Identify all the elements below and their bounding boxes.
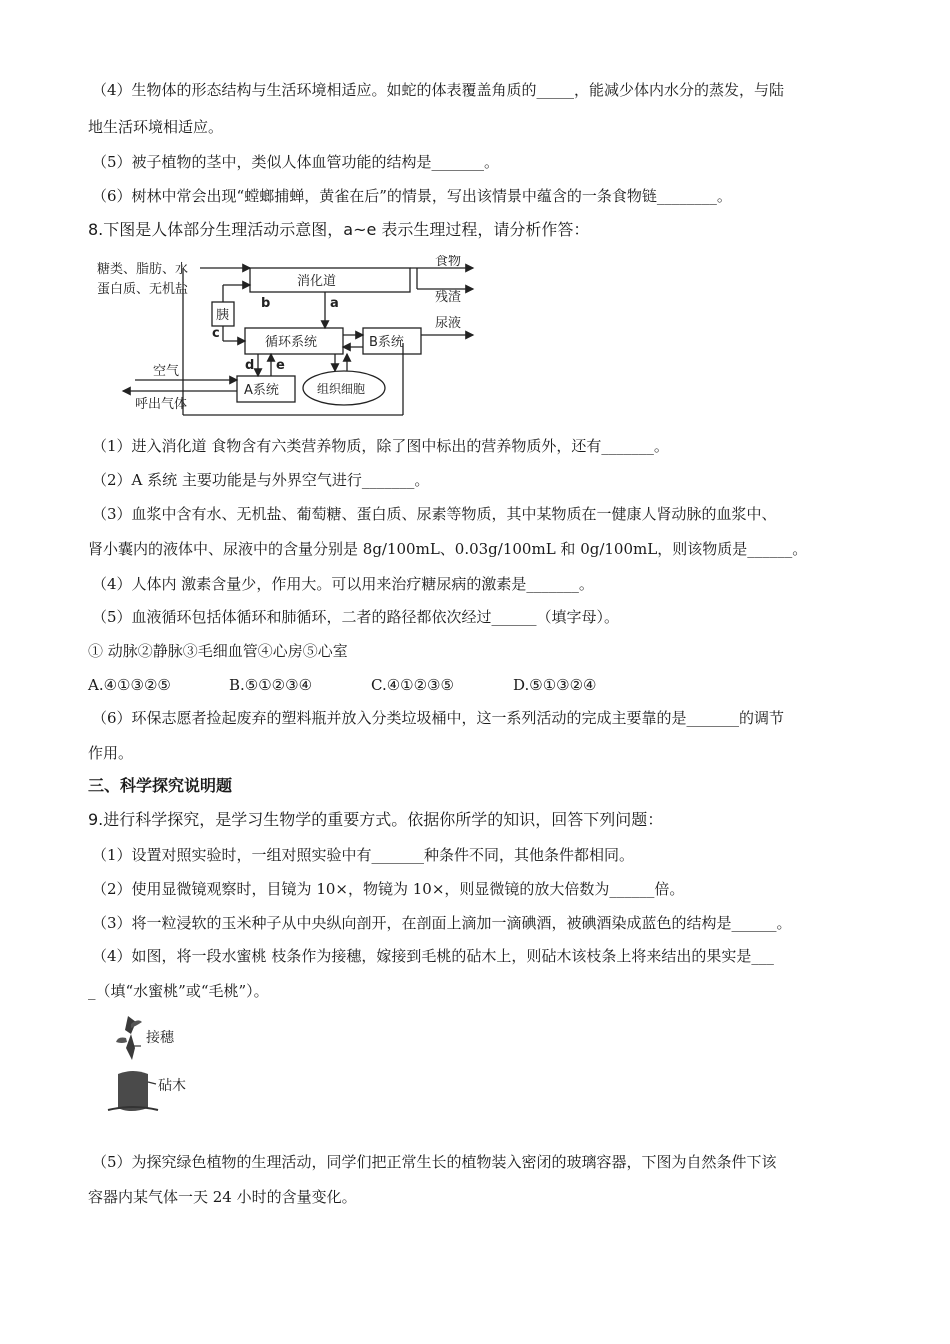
scion-label: 接穗 (146, 1030, 174, 1046)
q8-part6-line2: 作用。 (88, 744, 134, 762)
q9-part2: （2）使用显微镜观察时，目镜为 10×，物镜为 10×，则显微镜的放大倍数为______倍。 (92, 880, 685, 898)
q8-part1: （1）进入消化道 食物含有六类营养物质，除了图中标出的营养物质外，还有_______。 (92, 437, 669, 455)
q7-part5: （5）被子植物的茎中，类似人体血管功能的结构是_______。 (92, 153, 500, 171)
circulatory-label: 循环系统 (265, 335, 318, 350)
option-a: A.④①③②⑤ (88, 676, 171, 694)
q8-part3-line1: （3）血浆中含有水、无机盐、葡萄糖、蛋白质、尿素等物质，其中某物质在一健康人肾动脉的血浆中、 (92, 505, 777, 523)
option-c: C.④①②③⑤ (371, 676, 454, 694)
digestive-tract-label: 消化道 (297, 274, 337, 289)
process-label-d: d (245, 358, 255, 373)
q8-part2: （2）A 系统 主要功能是与外界空气进行_______。 (92, 471, 430, 489)
nutrients-label-1: 糖类、脂肪、水 (97, 262, 189, 277)
q8-part6-line1: （6）环保志愿者捡起废弃的塑料瓶并放入分类垃圾桶中，这一系列活动的完成主要靠的是_______的调节 (92, 709, 785, 727)
food-residue-label-2: 残渣 (435, 290, 462, 305)
q7-part4-line2: 地生活环境相适应。 (88, 118, 224, 136)
process-label-e: e (276, 358, 285, 373)
q7-part4-line1: （4）生物体的形态结构与生活环境相适应。如蛇的体表覆盖角质的_____，能减少体内水分的蒸发，与陆 (92, 81, 785, 99)
q9-part4-line1: （4）如图，将一段水蜜桃 枝条作为接穗，嫁接到毛桃的砧木上，则砧木该枝条上将来结出的果实是___ (92, 947, 774, 965)
pancreas-label: 胰 (216, 308, 230, 323)
tissue-cell-label: 组织细胞 (317, 382, 366, 396)
q9-part1: （1）设置对照实验时，一组对照实验中有_______种条件不同，其他条件都相同。 (92, 846, 635, 864)
a-system-label: A系统 (244, 383, 279, 398)
q9-part4-line2: _（填“水蜜桃”或“毛桃”）。 (88, 982, 269, 1000)
q9-stem: 9.进行科学探究，是学习生物学的重要方式。依据你所学的知识，回答下列问题： (88, 810, 664, 829)
q8-part3-line2: 肾小囊内的液体中、尿液中的含量分别是 8g/100mL、0.03g/100mL 和 0g/100mL，则该物质是______。 (88, 540, 808, 558)
q9-part5-line2: 容器内某气体一天 24 小时的含量变化。 (88, 1188, 357, 1206)
air-label: 空气 (153, 364, 180, 379)
physiology-diagram (95, 255, 485, 420)
q8-part5-items: ① 动脉②静脉③毛细血管④心房⑤心室 (88, 642, 348, 660)
b-system-label: B系统 (369, 335, 404, 350)
q9-part3: （3）将一粒浸软的玉米种子从中央纵向剖开，在剖面上滴加一滴碘酒，被碘酒染成蓝色的结构是______。 (92, 914, 792, 932)
q9-part5-line1: （5）为探究绿色植物的生理活动，同学们把正常生长的植物装入密闭的玻璃容器，下图为自然条件下该 (92, 1153, 777, 1171)
q8-stem: 8.下图是人体部分生理活动示意图，a~e 表示生理过程，请分析作答： (88, 220, 590, 239)
option-b: B.⑤①②③④ (229, 676, 313, 694)
process-label-b: b (261, 296, 271, 311)
rootstock-label: 砧木 (158, 1078, 186, 1094)
grafting-illustration (98, 1012, 208, 1114)
q8-part5: （5）血液循环包括体循环和肺循环，二者的路径都依次经过______（填字母）。 (92, 608, 620, 626)
nutrients-label-2: 蛋白质、无机盐 (97, 282, 189, 297)
option-d: D.⑤①③②④ (513, 676, 597, 694)
section-three-heading: 三、科学探究说明题 (88, 776, 233, 795)
urine-label: 尿液 (435, 316, 462, 331)
q7-part6: （6）树林中常会出现“螳螂捕蝉，黄雀在后”的情景，写出该情景中蕴含的一条食物链________。 (92, 187, 732, 205)
process-label-a: a (330, 296, 339, 311)
exhaled-gas-label: 呼出气体 (135, 397, 188, 412)
process-label-c: c (212, 326, 220, 341)
q8-part4: （4）人体内 激素含量少，作用大。可以用来治疗糖尿病的激素是_______。 (92, 575, 594, 593)
food-residue-label-1: 食物 (435, 255, 462, 269)
